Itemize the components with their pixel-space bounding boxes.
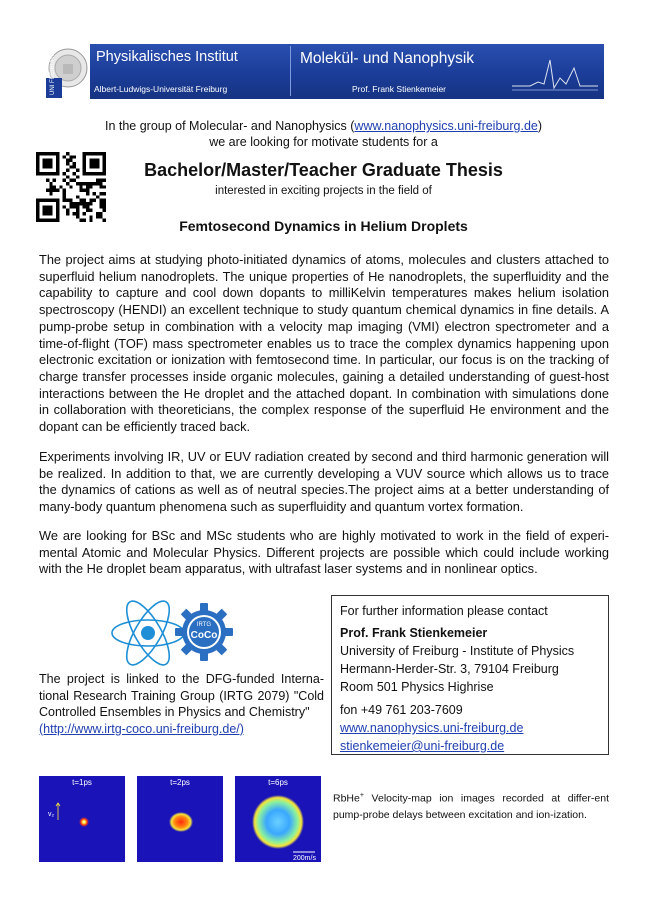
institute-name: Physikalisches Institut [96,49,238,65]
image-caption: RbHe+ Velocity-map ion images recorded at differ-ent pump-probe delays between excitation and ion-ization. [333,792,609,821]
contact-name: Prof. Frank Stienkemeier [340,626,488,640]
seal-text: UNI FREIBURG [50,51,56,95]
vmi-label-3: t=6ps [268,778,288,787]
department-name: Molekül- und Nanophysik [300,50,475,67]
thesis-title: Bachelor/Master/Teacher Graduate Thesis [144,160,503,180]
contact-phone: fon +49 761 203-7609 [340,703,463,717]
paragraph-1: The project aims at studying photo-initiated dynamics of atoms, molecules and clusters attached to superfluid helium nanodroplets. The unique properties of He nanodroplets, the superfluidity and the capability to capture and cool down dopants to milliKelvin temperatures makes helium isolation spectroscopy (HENDI) an excellent technique to study quantum chemical dynamics in fine details. A pump-probe setup in combination with a velocity map imaging (VMI) electron spectrometer and a time-of-flight (TOF) mass spectrometer enables us to trace the complex dynamics happening upon electronic excitation or ionization with femtosecond time. In particular, our focus is on the tracking of charge transfer processes inside organic molecules, gaining a detailed understanding of guest-host interactions between the He droplet and the attached dopant. In combination with simulations done in collaboration with theoreticians, the complex response of the superfluid He environment and the dopant can be efficiently traced back. [39,252,609,435]
vmi-image-2ps [137,776,223,862]
intro-line-2: we are looking for motivate students for a [209,135,438,149]
professor-name: Prof. Frank Stienkemeier [352,84,447,94]
header-banner [90,44,604,99]
vmi-label-1: t=1ps [72,778,92,787]
contact-room: Room 501 Physics Highrise [340,680,494,694]
paragraph-2: Experiments involving IR, UV or EUV radiation created by second and third harmonic generation will be realized. In addition to that, we are currently developing a VUV source which allows us to trace the dynamics of cations as well as of neutral species.The project aims at a better understanding of many-body quantum phenomena such as superfluidity and quantum vortex formation. [39,449,609,515]
contact-email-link[interactable]: stienkemeier@uni-freiburg.de [340,739,505,753]
irtg-label: IRTG [196,622,212,628]
vmi-image-6ps [235,776,321,862]
nanophysics-link[interactable]: www.nanophysics.uni-freiburg.de [354,119,538,133]
university-seal-logo [44,44,88,99]
scale-bar-label: 200m/s [293,855,316,862]
coco-label: CoCo [190,630,218,641]
spectrum-graphic [510,48,600,96]
intro-line-1: In the group of Molecular- and Nanophysics (www.nanophysics.uni-freiburg.de) [104,119,543,133]
banner-divider [290,46,291,96]
irtg-coco-logo [174,602,234,667]
vmi-image-1ps [39,776,125,862]
paragraph-3: We are looking for BSc and MSc students who are highly motivated to work in the field of experi-mental Atomic and Molecular Physics. Different projects are possible which could include working with the He droplet beam apparatus, with ultrafast laser systems and in nonlinear optics. [39,528,609,577]
thesis-subtitle: interested in exciting projects in the field of [215,185,432,197]
contact-street: Hermann-Herder-Str. 3, 79104 Freiburg [340,662,559,676]
university-name: Albert-Ludwigs-Universität Freiburg [94,84,228,94]
irtg-linked-text: The project is linked to the DFG-funded Interna-tional Research Training Group (IRTG 2079) "Cold Controlled Ensembles in Physics and Chemistry" (http://www.irtg-coco.uni-freiburg.de/) [39,672,324,736]
thesis-topic: Femtosecond Dynamics in Helium Droplets [179,218,468,234]
irtg-link[interactable]: (http://www.irtg-coco.uni-freiburg.de/) [39,721,244,736]
contact-web-link[interactable]: www.nanophysics.uni-freiburg.de [340,721,524,735]
vmi-label-2: t=2ps [170,778,190,787]
axis-label: v₂ [48,811,55,818]
contact-affiliation: University of Freiburg - Institute of Physics [340,644,575,658]
contact-heading: For further information please contact [340,604,548,618]
contact-box [331,595,609,755]
